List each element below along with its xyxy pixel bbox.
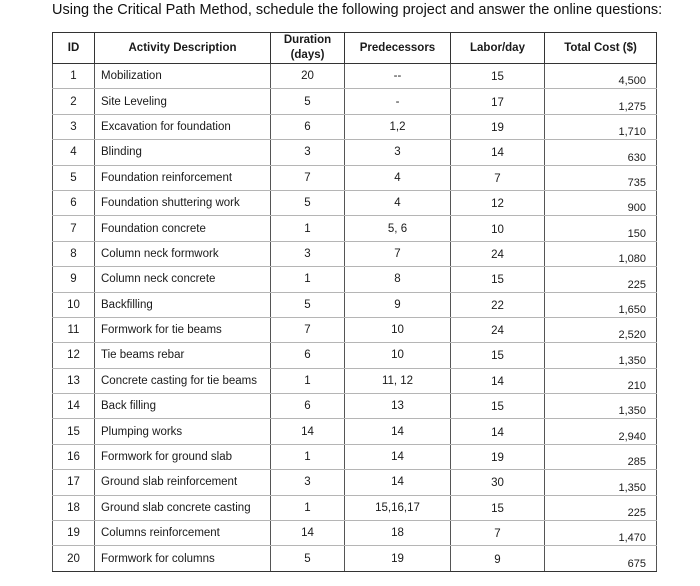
cell-description: Foundation reinforcement bbox=[95, 165, 271, 190]
cell-id: 15 bbox=[53, 419, 95, 444]
cell-predecessors: 5, 6 bbox=[345, 216, 451, 241]
cell-duration: 6 bbox=[271, 343, 345, 368]
cell-duration: 5 bbox=[271, 190, 345, 215]
cell-duration: 6 bbox=[271, 114, 345, 139]
cell-duration: 5 bbox=[271, 89, 345, 114]
cell-labor: 24 bbox=[451, 317, 545, 342]
cell-description: Back filling bbox=[95, 394, 271, 419]
cell-labor: 15 bbox=[451, 267, 545, 292]
cell-labor: 17 bbox=[451, 89, 545, 114]
cell-description: Plumping works bbox=[95, 419, 271, 444]
cell-cost: 735 bbox=[545, 165, 657, 190]
cell-labor: 15 bbox=[451, 343, 545, 368]
cell-id: 7 bbox=[53, 216, 95, 241]
table-row bbox=[53, 317, 657, 342]
table-row bbox=[53, 64, 657, 89]
cell-cost: 1,275 bbox=[545, 89, 657, 114]
table-row bbox=[53, 419, 657, 444]
cell-labor: 15 bbox=[451, 394, 545, 419]
table-row bbox=[53, 444, 657, 469]
table-header-row bbox=[53, 33, 657, 64]
cell-predecessors: 14 bbox=[345, 444, 451, 469]
cell-predecessors: 3 bbox=[345, 140, 451, 165]
table-row bbox=[53, 394, 657, 419]
cell-cost: 1,650 bbox=[545, 292, 657, 317]
cell-duration: 3 bbox=[271, 140, 345, 165]
cell-cost: 1,080 bbox=[545, 241, 657, 266]
cell-duration: 5 bbox=[271, 546, 345, 571]
cell-description: Mobilization bbox=[95, 64, 271, 89]
table-row bbox=[53, 368, 657, 393]
cell-description: Columns reinforcement bbox=[95, 521, 271, 546]
cell-id: 8 bbox=[53, 241, 95, 266]
cell-id: 5 bbox=[53, 165, 95, 190]
header-id: ID bbox=[53, 33, 95, 64]
cell-id: 14 bbox=[53, 394, 95, 419]
cell-labor: 19 bbox=[451, 444, 545, 469]
cell-predecessors: 10 bbox=[345, 343, 451, 368]
cell-duration: 14 bbox=[271, 419, 345, 444]
table-row bbox=[53, 165, 657, 190]
cell-predecessors: 7 bbox=[345, 241, 451, 266]
cell-id: 12 bbox=[53, 343, 95, 368]
cell-duration: 3 bbox=[271, 470, 345, 495]
cell-cost: 1,350 bbox=[545, 394, 657, 419]
cell-cost: 1,350 bbox=[545, 470, 657, 495]
cell-description: Concrete casting for tie beams bbox=[95, 368, 271, 393]
cell-predecessors: 11, 12 bbox=[345, 368, 451, 393]
cell-labor: 14 bbox=[451, 368, 545, 393]
cell-id: 3 bbox=[53, 114, 95, 139]
table-body bbox=[53, 64, 657, 572]
cell-cost: 225 bbox=[545, 495, 657, 520]
cell-id: 19 bbox=[53, 521, 95, 546]
cell-labor: 15 bbox=[451, 64, 545, 89]
cell-description: Blinding bbox=[95, 140, 271, 165]
cell-labor: 24 bbox=[451, 241, 545, 266]
cell-description: Formwork for tie beams bbox=[95, 317, 271, 342]
table-row bbox=[53, 216, 657, 241]
table-row bbox=[53, 521, 657, 546]
cell-labor: 7 bbox=[451, 521, 545, 546]
cell-description: Ground slab concrete casting bbox=[95, 495, 271, 520]
table-row bbox=[53, 89, 657, 114]
cell-labor: 14 bbox=[451, 419, 545, 444]
cell-cost: 2,520 bbox=[545, 317, 657, 342]
cell-predecessors: 1,2 bbox=[345, 114, 451, 139]
header-description: Activity Description bbox=[95, 33, 271, 64]
cell-labor: 7 bbox=[451, 165, 545, 190]
cell-id: 9 bbox=[53, 267, 95, 292]
header-cost: Total Cost ($) bbox=[545, 33, 657, 64]
cell-predecessors: - bbox=[345, 89, 451, 114]
cell-id: 1 bbox=[53, 64, 95, 89]
cell-predecessors: 14 bbox=[345, 419, 451, 444]
cell-duration: 1 bbox=[271, 495, 345, 520]
table-row bbox=[53, 241, 657, 266]
cell-duration: 7 bbox=[271, 317, 345, 342]
header-labor: Labor/day bbox=[451, 33, 545, 64]
cell-duration: 14 bbox=[271, 521, 345, 546]
cell-id: 18 bbox=[53, 495, 95, 520]
cell-duration: 1 bbox=[271, 216, 345, 241]
table-row bbox=[53, 267, 657, 292]
cell-predecessors: 9 bbox=[345, 292, 451, 317]
cell-labor: 10 bbox=[451, 216, 545, 241]
cell-labor: 15 bbox=[451, 495, 545, 520]
cell-description: Backfilling bbox=[95, 292, 271, 317]
cell-duration: 1 bbox=[271, 444, 345, 469]
table-row bbox=[53, 546, 657, 571]
cell-cost: 1,470 bbox=[545, 521, 657, 546]
cell-description: Formwork for ground slab bbox=[95, 444, 271, 469]
cell-duration: 1 bbox=[271, 368, 345, 393]
cell-description: Column neck formwork bbox=[95, 241, 271, 266]
cell-predecessors: 19 bbox=[345, 546, 451, 571]
header-duration-line1: Duration bbox=[283, 34, 332, 46]
cell-labor: 19 bbox=[451, 114, 545, 139]
header-duration bbox=[271, 33, 345, 64]
table-row bbox=[53, 292, 657, 317]
cell-cost: 675 bbox=[545, 546, 657, 571]
table-row bbox=[53, 140, 657, 165]
cell-predecessors: 13 bbox=[345, 394, 451, 419]
cell-cost: 630 bbox=[545, 140, 657, 165]
cell-cost: 1,350 bbox=[545, 343, 657, 368]
cell-id: 11 bbox=[53, 317, 95, 342]
cell-labor: 9 bbox=[451, 546, 545, 571]
cell-description: Foundation concrete bbox=[95, 216, 271, 241]
cell-predecessors: -- bbox=[345, 64, 451, 89]
cell-predecessors: 10 bbox=[345, 317, 451, 342]
table-row bbox=[53, 495, 657, 520]
cell-id: 17 bbox=[53, 470, 95, 495]
cell-id: 16 bbox=[53, 444, 95, 469]
cell-duration: 20 bbox=[271, 64, 345, 89]
cell-id: 20 bbox=[53, 546, 95, 571]
cell-duration: 7 bbox=[271, 165, 345, 190]
cell-cost: 1,710 bbox=[545, 114, 657, 139]
header-duration-line2: (days) bbox=[290, 49, 325, 61]
cell-predecessors: 15,16,17 bbox=[345, 495, 451, 520]
cell-duration: 1 bbox=[271, 267, 345, 292]
cell-labor: 14 bbox=[451, 140, 545, 165]
cell-description: Excavation for foundation bbox=[95, 114, 271, 139]
cell-cost: 150 bbox=[545, 216, 657, 241]
cell-labor: 12 bbox=[451, 190, 545, 215]
cell-cost: 4,500 bbox=[545, 64, 657, 89]
cell-duration: 6 bbox=[271, 394, 345, 419]
table-row bbox=[53, 190, 657, 215]
cell-description: Site Leveling bbox=[95, 89, 271, 114]
cell-predecessors: 14 bbox=[345, 470, 451, 495]
header-predecessors: Predecessors bbox=[345, 33, 451, 64]
cell-description: Foundation shuttering work bbox=[95, 190, 271, 215]
cell-predecessors: 18 bbox=[345, 521, 451, 546]
cell-cost: 285 bbox=[545, 444, 657, 469]
table-row bbox=[53, 470, 657, 495]
page-heading: Using the Critical Path Method, schedule the following project and answer the online questions: bbox=[52, 2, 663, 18]
cell-duration: 5 bbox=[271, 292, 345, 317]
cell-id: 6 bbox=[53, 190, 95, 215]
cell-predecessors: 4 bbox=[345, 165, 451, 190]
cell-duration: 3 bbox=[271, 241, 345, 266]
cell-cost: 900 bbox=[545, 190, 657, 215]
cell-cost: 225 bbox=[545, 267, 657, 292]
cell-labor: 22 bbox=[451, 292, 545, 317]
cell-id: 4 bbox=[53, 140, 95, 165]
cell-cost: 2,940 bbox=[545, 419, 657, 444]
cell-description: Formwork for columns bbox=[95, 546, 271, 571]
cell-id: 10 bbox=[53, 292, 95, 317]
cell-description: Tie beams rebar bbox=[95, 343, 271, 368]
table-row bbox=[53, 343, 657, 368]
cell-description: Column neck concrete bbox=[95, 267, 271, 292]
cell-predecessors: 8 bbox=[345, 267, 451, 292]
cell-id: 2 bbox=[53, 89, 95, 114]
cell-labor: 30 bbox=[451, 470, 545, 495]
cell-predecessors: 4 bbox=[345, 190, 451, 215]
cell-id: 13 bbox=[53, 368, 95, 393]
table-row bbox=[53, 114, 657, 139]
cell-cost: 210 bbox=[545, 368, 657, 393]
activity-table bbox=[52, 32, 657, 572]
cell-description: Ground slab reinforcement bbox=[95, 470, 271, 495]
